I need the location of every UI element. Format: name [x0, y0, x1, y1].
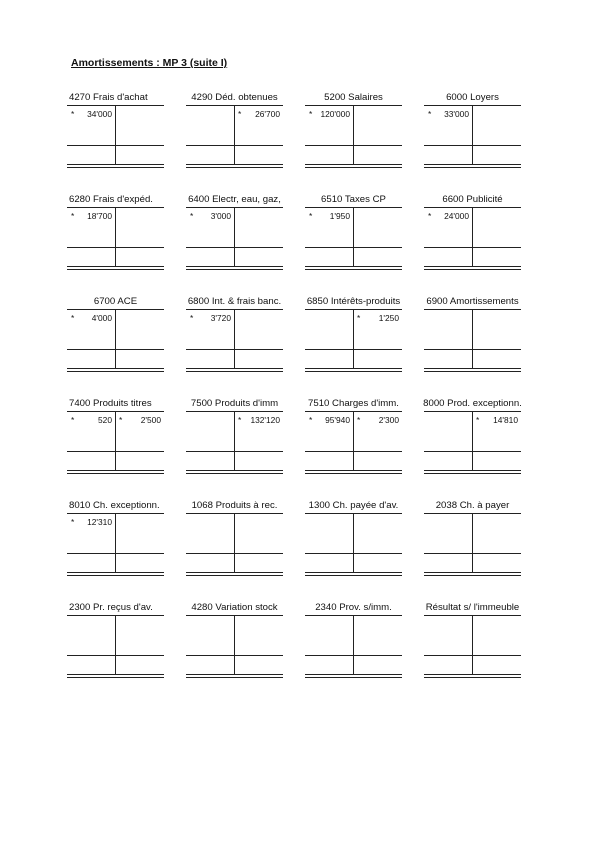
- credit-amount: 132'120: [250, 415, 280, 425]
- dbl-line: [67, 470, 164, 474]
- mid-line: [472, 615, 473, 675]
- dbl-line: [424, 470, 521, 474]
- sum-line: [424, 553, 521, 554]
- debit-amount: 33'000: [444, 109, 469, 119]
- entry-marker: *: [309, 415, 313, 425]
- sum-line: [424, 451, 521, 452]
- account-title: 1068 Produits à rec.: [191, 500, 278, 511]
- account-title: 6900 Amortissements: [426, 296, 519, 307]
- account-title: 7510 Charges d'imm.: [308, 398, 399, 409]
- sum-line: [424, 145, 521, 146]
- sum-line: [424, 655, 521, 656]
- dbl-line: [305, 674, 402, 678]
- mid-line: [115, 105, 116, 165]
- mid-line: [115, 207, 116, 267]
- debit-amount: 95'940: [325, 415, 350, 425]
- entry-marker: *: [119, 415, 123, 425]
- t-account: [305, 500, 402, 590]
- credit-amount: 1'250: [378, 313, 399, 323]
- debit-amount: 1'950: [329, 211, 350, 221]
- mid-line: [234, 105, 235, 165]
- account-title: 6000 Loyers: [446, 92, 499, 103]
- sum-line: [424, 247, 521, 248]
- dbl-line: [305, 470, 402, 474]
- dbl-line: [305, 164, 402, 168]
- t-account: [305, 194, 402, 284]
- dbl-line: [186, 674, 283, 678]
- sum-line: [305, 553, 402, 554]
- mid-line: [472, 309, 473, 369]
- credit-amount: 2'300: [378, 415, 399, 425]
- t-account: [424, 92, 521, 182]
- t-account: [186, 92, 283, 182]
- account-title: 2300 Pr. reçus d'av.: [69, 602, 153, 613]
- dbl-line: [67, 164, 164, 168]
- account-title: 8000 Prod. exceptionn.: [423, 398, 522, 409]
- t-account: [67, 92, 164, 182]
- entry-marker: *: [309, 211, 313, 221]
- mid-line: [234, 411, 235, 471]
- account-title: 8010 Ch. exceptionn.: [69, 500, 160, 511]
- entry-marker: *: [71, 109, 75, 119]
- mid-line: [472, 207, 473, 267]
- t-account: [424, 194, 521, 284]
- entry-marker: *: [190, 211, 194, 221]
- mid-line: [472, 105, 473, 165]
- account-title: 6510 Taxes CP: [321, 194, 386, 205]
- debit-amount: 18'700: [87, 211, 112, 221]
- debit-amount: 520: [98, 415, 112, 425]
- dbl-line: [424, 164, 521, 168]
- sum-line: [186, 349, 283, 350]
- debit-amount: 4'000: [91, 313, 112, 323]
- sum-line: [305, 247, 402, 248]
- mid-line: [115, 615, 116, 675]
- mid-line: [353, 309, 354, 369]
- account-title: 6850 Intérêts-produits: [306, 296, 401, 307]
- dbl-line: [186, 572, 283, 576]
- dbl-line: [305, 266, 402, 270]
- entry-marker: *: [357, 313, 361, 323]
- entry-marker: *: [428, 211, 432, 221]
- sum-line: [186, 655, 283, 656]
- t-account: [186, 296, 283, 386]
- dbl-line: [67, 572, 164, 576]
- t-account: [424, 398, 521, 488]
- t-account: [186, 500, 283, 590]
- debit-amount: 12'310: [87, 517, 112, 527]
- sum-line: [67, 553, 164, 554]
- entry-marker: *: [309, 109, 313, 119]
- sum-line: [305, 451, 402, 452]
- mid-line: [353, 411, 354, 471]
- dbl-line: [424, 368, 521, 372]
- mid-line: [353, 513, 354, 573]
- mid-line: [115, 411, 116, 471]
- t-account: [67, 296, 164, 386]
- t-account: [305, 296, 402, 386]
- sum-line: [186, 145, 283, 146]
- t-account: [424, 500, 521, 590]
- page-title: Amortissements : MP 3 (suite I): [71, 57, 228, 69]
- account-title: 6800 Int. & frais banc.: [187, 296, 282, 307]
- account-title: 6400 Electr, eau, gaz,: [188, 194, 281, 205]
- entry-marker: *: [238, 415, 242, 425]
- dbl-line: [186, 470, 283, 474]
- sum-line: [67, 655, 164, 656]
- entry-marker: *: [357, 415, 361, 425]
- t-account: [305, 92, 402, 182]
- sum-line: [186, 451, 283, 452]
- account-title: 1300 Ch. payée d'av.: [308, 500, 399, 511]
- t-account: [67, 500, 164, 590]
- debit-amount: 24'000: [444, 211, 469, 221]
- account-title: Résultat s/ l'immeuble: [425, 602, 520, 613]
- entry-marker: *: [71, 211, 75, 221]
- mid-line: [234, 309, 235, 369]
- mid-line: [353, 105, 354, 165]
- dbl-line: [305, 572, 402, 576]
- dbl-line: [67, 674, 164, 678]
- t-account: [67, 398, 164, 488]
- t-account: [305, 398, 402, 488]
- account-title: 2340 Prov. s/imm.: [315, 602, 392, 613]
- account-title: 4270 Frais d'achat: [69, 92, 148, 103]
- mid-line: [115, 513, 116, 573]
- dbl-line: [186, 368, 283, 372]
- t-account: [67, 194, 164, 284]
- sum-line: [186, 553, 283, 554]
- dbl-line: [424, 572, 521, 576]
- sum-line: [305, 349, 402, 350]
- credit-amount: 26'700: [255, 109, 280, 119]
- entry-marker: *: [476, 415, 480, 425]
- account-title: 4290 Déd. obtenues: [191, 92, 278, 103]
- dbl-line: [305, 368, 402, 372]
- t-account: [424, 296, 521, 386]
- dbl-line: [67, 368, 164, 372]
- sum-line: [186, 247, 283, 248]
- account-title: 4280 Variation stock: [191, 602, 278, 613]
- account-title: 7500 Produits d'imm: [190, 398, 279, 409]
- entry-marker: *: [428, 109, 432, 119]
- account-title: 2038 Ch. à payer: [435, 500, 510, 511]
- debit-amount: 120'000: [320, 109, 350, 119]
- t-account: [186, 602, 283, 692]
- account-title: 6700 ACE: [93, 296, 138, 307]
- debit-amount: 3'720: [210, 313, 231, 323]
- sum-line: [67, 145, 164, 146]
- sum-line: [305, 655, 402, 656]
- mid-line: [472, 513, 473, 573]
- dbl-line: [67, 266, 164, 270]
- sum-line: [305, 145, 402, 146]
- debit-amount: 3'000: [210, 211, 231, 221]
- t-account: [305, 602, 402, 692]
- mid-line: [353, 207, 354, 267]
- dbl-line: [424, 674, 521, 678]
- entry-marker: *: [190, 313, 194, 323]
- dbl-line: [424, 266, 521, 270]
- debit-amount: 34'000: [87, 109, 112, 119]
- mid-line: [353, 615, 354, 675]
- t-account: [67, 602, 164, 692]
- mid-line: [234, 207, 235, 267]
- credit-amount: 14'810: [493, 415, 518, 425]
- mid-line: [234, 513, 235, 573]
- dbl-line: [186, 164, 283, 168]
- entry-marker: *: [238, 109, 242, 119]
- entry-marker: *: [71, 313, 75, 323]
- dbl-line: [186, 266, 283, 270]
- sum-line: [424, 349, 521, 350]
- mid-line: [234, 615, 235, 675]
- sum-line: [67, 349, 164, 350]
- t-account: [186, 398, 283, 488]
- sum-line: [67, 451, 164, 452]
- mid-line: [115, 309, 116, 369]
- account-title: 6600 Publicité: [442, 194, 503, 205]
- account-title: 7400 Produits titres: [69, 398, 152, 409]
- sum-line: [67, 247, 164, 248]
- entry-marker: *: [71, 415, 75, 425]
- account-title: 6280 Frais d'expéd.: [69, 194, 153, 205]
- t-account: [186, 194, 283, 284]
- t-account: [424, 602, 521, 692]
- account-title: 5200 Salaires: [324, 92, 383, 103]
- mid-line: [472, 411, 473, 471]
- credit-amount: 2'500: [140, 415, 161, 425]
- entry-marker: *: [71, 517, 75, 527]
